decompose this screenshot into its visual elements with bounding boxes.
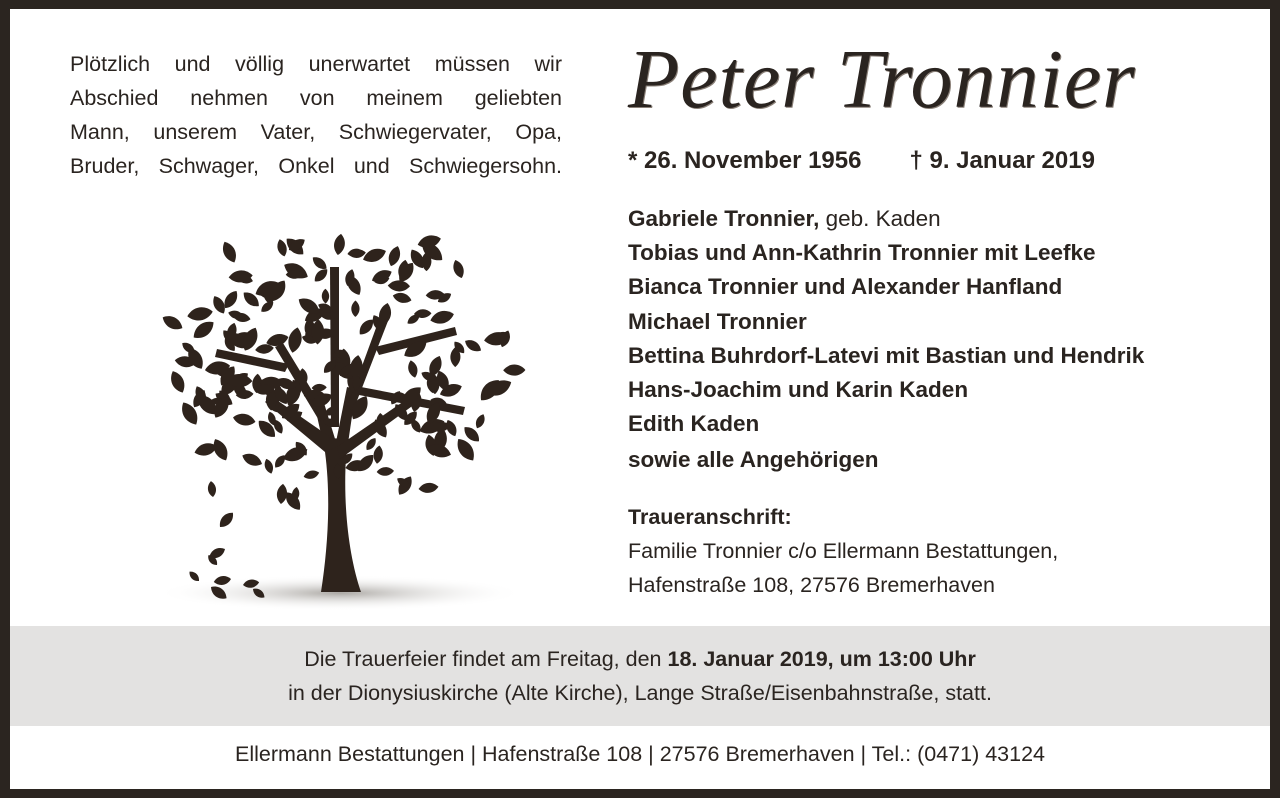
family-member: Tobias und Ann-Kathrin Tronnier mit Leefke	[628, 240, 1096, 266]
family-member: Edith Kaden	[628, 411, 760, 437]
ceremony-band	[10, 626, 1270, 726]
maiden-name: geb. Kaden	[819, 206, 941, 231]
address-line: Hafenstraße 108, 27576 Bremerhaven	[628, 573, 995, 597]
family-member	[628, 202, 1144, 236]
intro-text	[70, 47, 562, 183]
ceremony-line	[10, 642, 1270, 676]
family-list	[628, 202, 1144, 478]
intro-line: Abschied nehmen von meinem geliebten	[70, 86, 562, 110]
family-member: Bianca Tronnier und Alexander Hanfland	[628, 274, 1063, 300]
intro-line: Plötzlich und völlig unerwartet müssen wir	[70, 52, 562, 76]
death-date: † 9. Januar 2019	[909, 147, 1095, 174]
family-member: Michael Tronnier	[628, 308, 807, 334]
ceremony-text: Die Trauerfeier findet am Freitag, den	[304, 647, 668, 671]
mourning-address	[628, 500, 1058, 602]
obituary-card	[10, 9, 1270, 789]
family-closing: sowie alle Angehörigen	[628, 447, 879, 473]
ceremony-date: 18. Januar 2019, um 13:00 Uhr	[667, 647, 976, 671]
life-dates	[628, 147, 1095, 175]
family-member: Bettina Buhrdorf-Latevi mit Bastian und Hendrik	[628, 342, 1145, 368]
tree-icon	[125, 197, 545, 617]
ceremony-location: in der Dionysiuskirche (Alte Kirche), Lange Straße/Eisenbahnstraße, statt.	[288, 681, 992, 705]
birth-date: * 26. November 1956	[628, 147, 862, 174]
intro-line: Mann, unserem Vater, Schwiegervater, Opa,	[70, 120, 562, 144]
funeral-home-footer: Ellermann Bestattungen | Hafenstraße 108 | 27576 Bremerhaven | Tel.: (0471) 43124	[235, 742, 1045, 766]
address-line: Familie Tronnier c/o Ellermann Bestattungen,	[628, 539, 1059, 563]
family-member-name: Gabriele Tronnier,	[628, 206, 820, 231]
family-member: Hans-Joachim und Karin Kaden	[628, 377, 969, 403]
intro-line: Bruder, Schwager, Onkel und Schwiegersohn.	[70, 154, 562, 178]
deceased-name: Peter Tronnier	[628, 33, 1136, 126]
address-heading: Traueranschrift:	[628, 505, 792, 529]
